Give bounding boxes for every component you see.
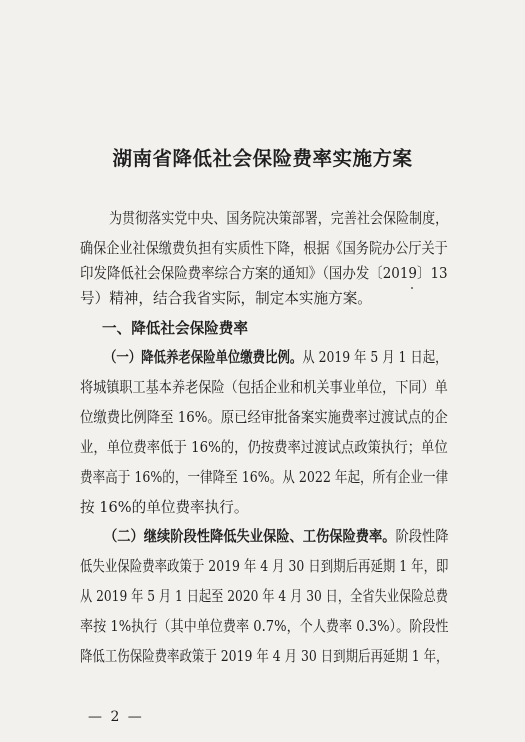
item-text: 降低工伤保险费率政策于 2019 年 4 月 30 日到期后再延期 1 年， <box>80 648 449 665</box>
section-heading: 一、降低社会保险费率 <box>102 320 248 337</box>
document-title: 湖南省降低社会保险费率实施方案 <box>112 147 413 170</box>
item-heading-line <box>104 528 449 546</box>
item-heading-line <box>104 349 448 367</box>
item-text: 位缴费比例降至 16%。原已经审批备案实施费率过渡试点的企 <box>80 409 448 426</box>
item-text: 业，单位费率低于 16%的，仍按费率过渡试点政策执行；单位 <box>80 439 448 456</box>
item-text: 从 2019 年 5 月 1 日起， <box>302 349 448 366</box>
item-heading: （一）降低养老保险单位缴费比例。 <box>104 349 303 366</box>
item-heading: （二）继续阶段性降低失业保险、工伤保险费率。 <box>104 528 396 545</box>
scan-speck <box>411 287 413 289</box>
item-text: 阶段性降 <box>395 528 449 545</box>
page-number: — 2 — <box>88 709 144 725</box>
item-text: 费率高于 16%的，一律降至 16%。从 2022 年起，所有企业一律 <box>80 469 449 486</box>
item-text: 将城镇职工基本养老保险（包括企业和机关事业单位，下同）单 <box>80 379 448 396</box>
item-text: 按 16%的单位费率执行。 <box>80 499 249 516</box>
item-text: 率按 1%执行（其中单位费率 0.7%，个人费率 0.3%）。阶段性 <box>80 618 449 635</box>
paragraph-line: 确保企业社保缴费负担有实质性下降，根据《国务院办公厅关于 <box>80 240 448 257</box>
item-text: 低失业保险费率政策于 2019 年 4 月 30 日到期后再延期 1 年，即 <box>80 558 449 575</box>
item-text: 从 2019 年 5 月 1 日起至 2020 年 4 月 30 日，全省失业保险总费 <box>80 588 448 605</box>
paragraph-line: 为贯彻落实党中央、国务院决策部署，完善社会保险制度， <box>109 210 449 227</box>
paragraph-line: 号）精神，结合我省实际，制定本实施方案。 <box>80 290 372 307</box>
paragraph-line: 印发降低社会保险费率综合方案的通知》（国办发〔2019〕13 <box>80 265 448 282</box>
